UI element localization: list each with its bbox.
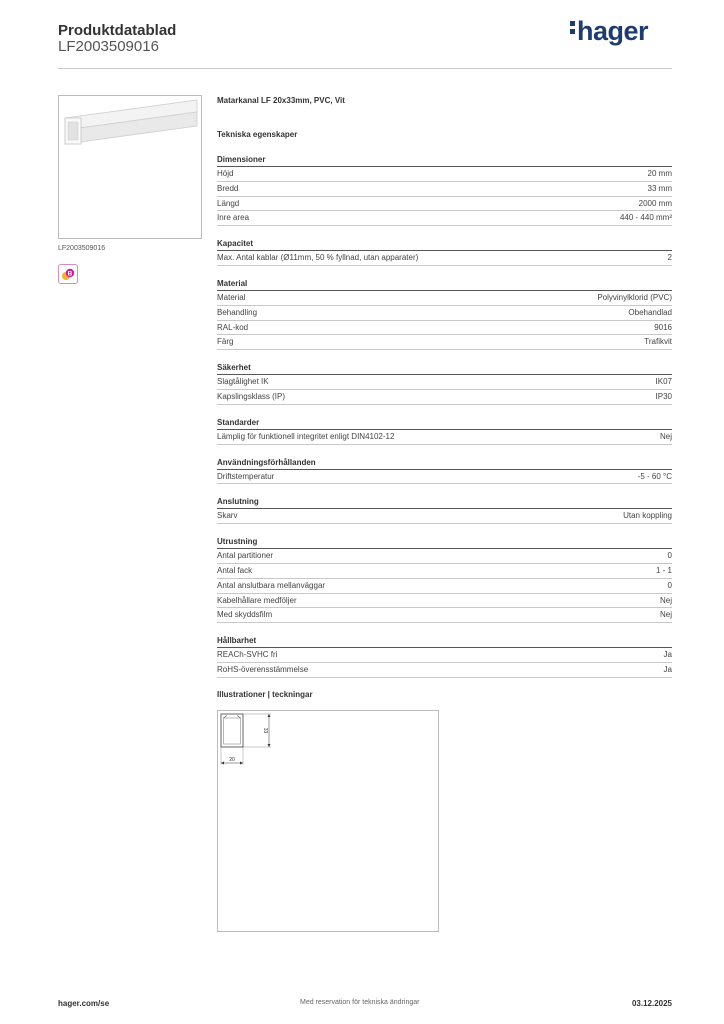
spec-row <box>217 321 672 336</box>
spec-sections <box>217 154 672 678</box>
spec-value: Nej <box>659 610 672 620</box>
footer-note: Med reservation för tekniska ändringar <box>300 999 420 1006</box>
spec-label: Med skyddsfilm <box>217 610 273 620</box>
spec-value: 440 - 440 mm² <box>619 213 672 223</box>
spec-row <box>217 291 672 306</box>
spec-value: Ja <box>663 664 672 674</box>
product-title: Matarkanal LF 20x33mm, PVC, Vit <box>217 96 345 105</box>
section-heading: Material <box>217 278 672 291</box>
header-divider <box>58 68 672 69</box>
spec-section <box>217 457 672 485</box>
spec-label: Behandling <box>217 307 258 317</box>
spec-row <box>217 430 672 445</box>
spec-label: RoHS-överensstämmelse <box>217 664 309 674</box>
spec-label: Antal partitioner <box>217 551 274 561</box>
spec-value: IP30 <box>655 391 672 401</box>
sustainability-badge <box>58 264 78 284</box>
spec-label: Antal anslutbara mellanväggar <box>217 580 326 590</box>
section-heading: Hållbarhet <box>217 635 672 648</box>
tech-heading: Tekniska egenskaper <box>217 130 298 139</box>
spec-row <box>217 335 672 350</box>
spec-label: Bredd <box>217 183 239 193</box>
spec-label: Driftstemperatur <box>217 471 275 481</box>
spec-value: 0 <box>667 551 672 561</box>
spec-value: Polyvinylklorid (PVC) <box>597 292 672 302</box>
spec-value: Trafikvit <box>644 337 672 347</box>
cross-section-drawing <box>218 711 438 931</box>
svg-text:B: B <box>67 270 73 278</box>
spec-label: REACh-SVHC fri <box>217 650 278 660</box>
section-heading: Utrustning <box>217 536 672 549</box>
eco-badge-icon <box>59 265 77 283</box>
product-code: LF2003509016 <box>58 245 106 252</box>
section-heading: Anslutning <box>217 496 672 509</box>
spec-row <box>217 251 672 266</box>
logo-text: hager <box>577 16 649 46</box>
spec-label: Kabelhållare medföljer <box>217 595 297 605</box>
spec-value: Ja <box>663 650 672 660</box>
product-image <box>58 95 202 239</box>
spec-row <box>217 375 672 390</box>
spec-label: Antal fack <box>217 565 253 575</box>
spec-section <box>217 417 672 445</box>
page-title: Produktdatablad <box>58 22 177 39</box>
spec-label: Höjd <box>217 169 234 178</box>
illustrations-heading: Illustrationer | teckningar <box>217 690 313 699</box>
section-heading: Användningsförhållanden <box>217 457 672 470</box>
spec-row <box>217 182 672 197</box>
spec-label: Material <box>217 292 246 302</box>
section-heading: Standarder <box>217 417 672 430</box>
spec-label: Kapslingsklass (IP) <box>217 391 286 401</box>
spec-row <box>217 648 672 663</box>
spec-value: Utan koppling <box>623 511 672 521</box>
spec-row <box>217 167 672 182</box>
footer-website[interactable]: hager.com/se <box>58 999 110 1008</box>
spec-value: 20 mm <box>647 169 672 178</box>
spec-label: Skarv <box>217 511 238 521</box>
spec-value: 0 <box>667 580 672 590</box>
spec-label: Slagtålighet IK <box>217 377 269 387</box>
spec-section <box>217 154 672 226</box>
spec-row <box>217 549 672 564</box>
spec-label: RAL-kod <box>217 322 249 332</box>
spec-row <box>217 197 672 212</box>
logo-dots-icon <box>570 18 575 37</box>
spec-label: Lämplig för funktionell integritet enligt DIN4102-12 <box>217 431 395 441</box>
spec-value: 9016 <box>654 322 672 332</box>
page-subtitle: LF2003509016 <box>58 38 159 55</box>
spec-value: 2000 mm <box>638 198 672 208</box>
spec-row <box>217 509 672 524</box>
cable-duct-icon <box>59 96 201 238</box>
spec-value: IK07 <box>655 377 672 387</box>
dim-height-label: 33 <box>262 727 268 734</box>
spec-value: 1 - 1 <box>655 565 672 575</box>
spec-value: Obehandlad <box>628 307 672 317</box>
illustration-frame <box>217 710 439 932</box>
spec-section <box>217 635 672 678</box>
spec-row <box>217 211 672 226</box>
spec-value: Nej <box>659 431 672 441</box>
spec-row <box>217 594 672 609</box>
spec-label: Inre area <box>217 213 250 223</box>
spec-section <box>217 496 672 524</box>
spec-row <box>217 390 672 405</box>
spec-row <box>217 470 672 485</box>
spec-label: Längd <box>217 198 240 208</box>
spec-row <box>217 608 672 623</box>
spec-section <box>217 278 672 350</box>
section-heading: Säkerhet <box>217 362 672 375</box>
spec-label: Färg <box>217 337 234 347</box>
spec-section <box>217 362 672 405</box>
spec-value: Nej <box>659 595 672 605</box>
spec-value: 2 <box>667 253 672 263</box>
spec-row <box>217 579 672 594</box>
footer-date: 03.12.2025 <box>631 999 672 1008</box>
spec-row <box>217 306 672 321</box>
spec-value: 33 mm <box>647 183 672 193</box>
dim-width-label: 20 <box>229 757 235 763</box>
section-heading: Dimensioner <box>217 154 672 167</box>
spec-value: -5 - 60 °C <box>637 471 672 481</box>
section-heading: Kapacitet <box>217 238 672 251</box>
spec-row <box>217 663 672 678</box>
spec-content <box>217 96 672 678</box>
spec-row <box>217 564 672 579</box>
spec-section <box>217 238 672 266</box>
spec-label: Max. Antal kablar (Ø11mm, 50 % fyllnad, utan apparater) <box>217 253 419 263</box>
hager-logo <box>570 16 648 47</box>
spec-section <box>217 536 672 623</box>
